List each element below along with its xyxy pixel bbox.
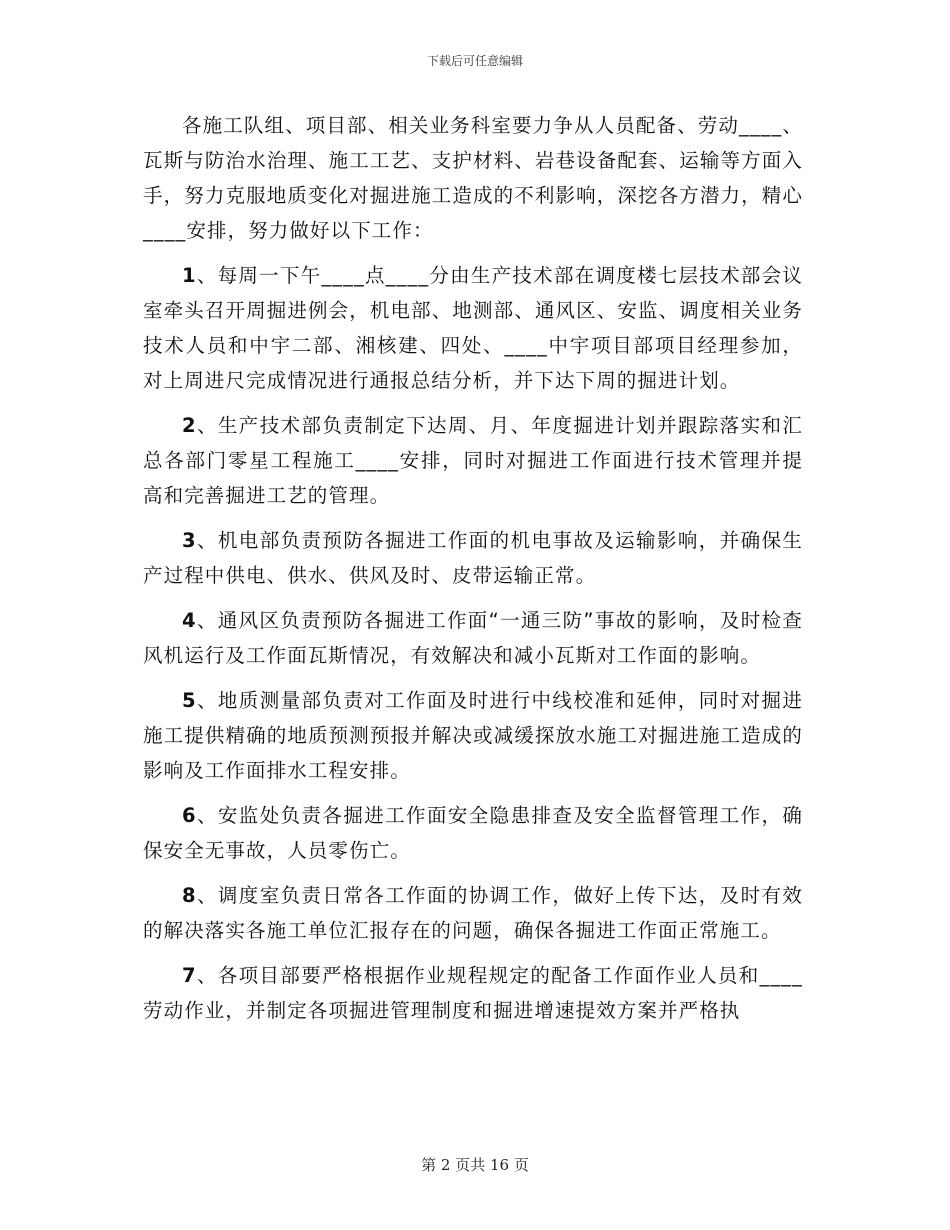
item-number: 5	[182, 689, 197, 712]
paragraph-item-6	[143, 798, 803, 868]
paragraph-text: 、地质测量部负责对工作面及时进行中线校准和延伸，同时对掘进施工提供精确的地质预测预报并解决或减缓探放水施工对掘进施工造成的影响及工作面排水工程安排。	[143, 689, 803, 782]
item-number: 1	[182, 264, 197, 287]
item-number: 3	[182, 529, 197, 552]
paragraph-item-3	[143, 523, 803, 593]
paragraph-text: 、每周一下午____点____分由生产技术部在调度楼七层技术部会议室牵头召开周掘进例会，机电部、地测部、通风区、安监、调度相关业务技术人员和中宇二部、湘核建、四处、____中宇项目部项目经理参加，对上周进尺完成情况进行通报总结分析，并下达下周的掘进计划。	[143, 264, 803, 392]
paragraph-text: 、生产技术部负责制定下达周、月、年度掘进计划并跟踪落实和汇总各部门零星工程施工____安排，同时对掘进工作面进行技术管理并提高和完善掘进工艺的管理。	[143, 414, 803, 507]
item-number: 7	[182, 964, 197, 987]
page-header: 下载后可任意编辑	[426, 54, 523, 68]
paragraph-item-1	[143, 258, 803, 398]
paragraph-item-8	[143, 878, 803, 948]
paragraph-text: 、安监处负责各掘进工作面安全隐患排查及安全监督管理工作，确保安全无事故，人员零伤亡。	[143, 804, 803, 862]
paragraph-intro	[143, 108, 803, 248]
paragraph-item-2	[143, 408, 803, 513]
item-number: 2	[182, 414, 197, 437]
document-body	[143, 108, 803, 1038]
paragraph-item-7	[143, 958, 803, 1028]
paragraph-item-5	[143, 683, 803, 788]
paragraph-text: 各施工队组、项目部、相关业务科室要力争从人员配备、劳动____、瓦斯与防治水治理、施工工艺、支护材料、岩巷设备配套、运输等方面入手，努力克服地质变化对掘进施工造成的不利影响，深挖各方潜力，精心____安排，努力做好以下工作：	[143, 114, 803, 242]
paragraph-text: 、各项目部要严格根据作业规程规定的配备工作面作业人员和____劳动作业，并制定各项掘进管理制度和掘进增速提效方案并严格执	[143, 964, 803, 1022]
paragraph-text: 、机电部负责预防各掘进工作面的机电事故及运输影响，并确保生产过程中供电、供水、供风及时、皮带运输正常。	[143, 529, 803, 587]
item-number: 6	[182, 804, 197, 827]
paragraph-item-4	[143, 603, 803, 673]
item-number: 4	[182, 609, 197, 632]
paragraph-text: 、调度室负责日常各工作面的协调工作，做好上传下达，及时有效的解决落实各施工单位汇报存在的问题，确保各掘进工作面正常施工。	[143, 884, 803, 942]
item-number: 8	[182, 884, 197, 907]
paragraph-text: 、通风区负责预防各掘进工作面“一通三防”事故的影响，及时检查风机运行及工作面瓦斯情况，有效解决和减小瓦斯对工作面的影响。	[143, 609, 803, 667]
page-footer: 第 2 页共 16 页	[421, 1156, 529, 1174]
